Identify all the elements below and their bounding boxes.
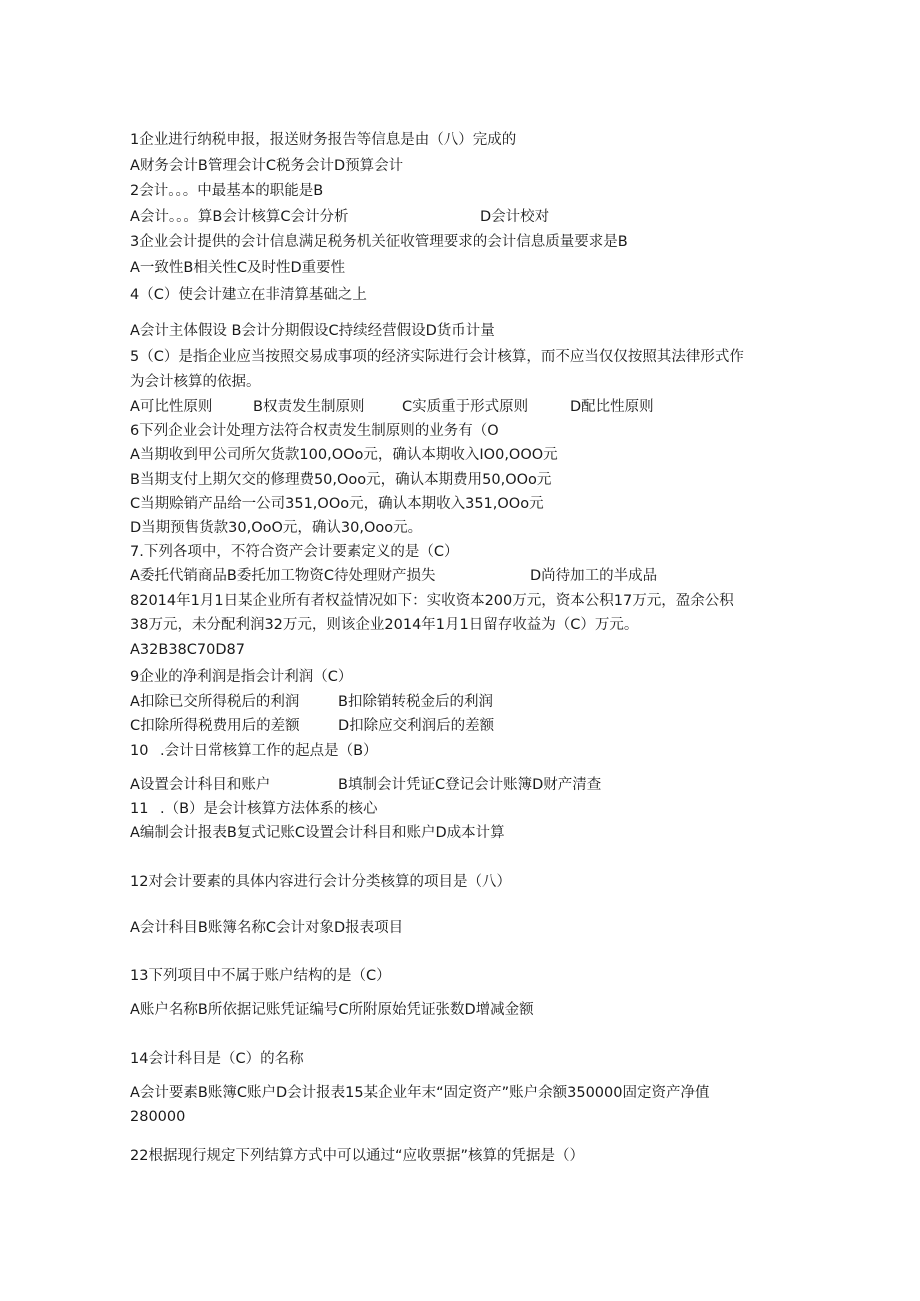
question-5-option-a: A可比性原则 (130, 399, 213, 415)
question-7-options-left: A委托代销商品B委托加工物资C待处理财产损失 (130, 568, 436, 584)
question-4: 4（C）使会计建立在非清算基础之上 (130, 287, 367, 303)
question-6-option-c: C当期赊销产品给一公司351,OOo元，确认本期收入351,OOo元 (130, 496, 544, 512)
question-9-option-b: B扣除销转税金后的利润 (338, 694, 493, 710)
question-12: 12对会计要素的具体内容进行会计分类核算的项目是（八） (130, 874, 511, 890)
question-1-options: A财务会计B管理会计C税务会计D预算会计 (130, 158, 404, 174)
question-8-line-2: 38万元，未分配利润32万元，则该企业2014年1月1日留存收益为（C）万元。 (130, 617, 639, 633)
question-6-option-b: B当期支付上期欠交的修理费50,Ooo元，确认本期费用50,OOo元 (130, 472, 552, 488)
question-4-options: A会计主体假设 B会计分期假设C持续经营假设D货币计量 (130, 323, 495, 339)
question-5-line-2: 为会计核算的依据。 (130, 374, 261, 390)
question-22: 22根据现行规定下列结算方式中可以通过“应收票据”核算的凭据是（） (130, 1148, 584, 1164)
question-6-option-a: A当期收到甲公司所欠货款100,OOo元，确认本期收入IO0,OOO元 (130, 447, 558, 463)
question-14-options-line-2: 280000 (130, 1109, 186, 1125)
question-5-option-d: D配比性原则 (570, 399, 654, 415)
question-8-options: A32B38C70D87 (130, 642, 245, 658)
question-10-text: .会计日常核算工作的起点是（B） (160, 743, 378, 759)
question-14-options-line-1: A会计要素B账簿C账户D会计报表15某企业年末“固定资产”账户余额350000固定资产净值 (130, 1085, 710, 1101)
question-13-options: A账户名称B所依据记账凭证编号C所附原始凭证张数D增减金额 (130, 1002, 534, 1018)
question-9-option-a: A扣除已交所得税后的利润 (130, 694, 300, 710)
question-9-option-c: C扣除所得税费用后的差额 (130, 718, 300, 734)
question-10-options-right: B填制会计凭证C登记会计账簿D财产清查 (338, 777, 602, 793)
question-2: 2会计。。。中最基本的职能是B (130, 183, 324, 199)
question-12-options: A会计科目B账簿名称C会计对象D报表项目 (130, 920, 404, 936)
question-14: 14会计科目是（C）的名称 (130, 1051, 304, 1067)
question-11-text: .（B）是会计核算方法体系的核心 (160, 801, 378, 817)
question-1: 1企业进行纳税申报，报送财务报告等信息是由（八）完成的 (130, 132, 517, 148)
question-5-option-b: B权责发生制原则 (253, 399, 365, 415)
question-5-option-c: C实质重于形式原则 (402, 399, 529, 415)
question-3: 3企业会计提供的会计信息满足税务机关征收管理要求的会计信息质量要求是B (130, 234, 628, 250)
question-3-options: A一致性B相关性C及时性D重要性 (130, 260, 346, 276)
question-9: 9企业的净利润是指会计利润（C） (130, 669, 353, 685)
question-5-line-1: 5（C）是指企业应当按照交易成事项的经济实际进行会计核算，而不应当仅仅按照其法律形式作 (130, 349, 744, 365)
question-11-number: 11 (130, 801, 149, 817)
question-9-option-d: D扣除应交利润后的差额 (338, 718, 495, 734)
question-10-number: 10 (130, 743, 149, 759)
question-2-options-left: A会计。。。算B会计核算C会计分析 (130, 209, 349, 225)
question-6: 6下列企业会计处理方法符合权责发生制原则的业务有（O (130, 423, 499, 439)
question-10-options-left: A设置会计科目和账户 (130, 777, 271, 793)
question-6-option-d: D当期预售货款30,OoO元，确认30,Ooo元。 (130, 520, 423, 536)
question-8-line-1: 82014年1月1日某企业所有者权益情况如下：实收资本200万元，资本公积17万元，盈余公积 (130, 593, 734, 609)
question-7: 7.下列各项中，不符合资产会计要素定义的是（C） (130, 544, 459, 560)
question-7-options-right: D尚待加工的半成品 (530, 568, 658, 584)
question-11-options: A编制会计报表B复式记账C设置会计科目和账户D成本计算 (130, 825, 505, 841)
question-13: 13下列项目中不属于账户结构的是（C） (130, 968, 391, 984)
question-2-options-right: D会计校对 (480, 209, 550, 225)
